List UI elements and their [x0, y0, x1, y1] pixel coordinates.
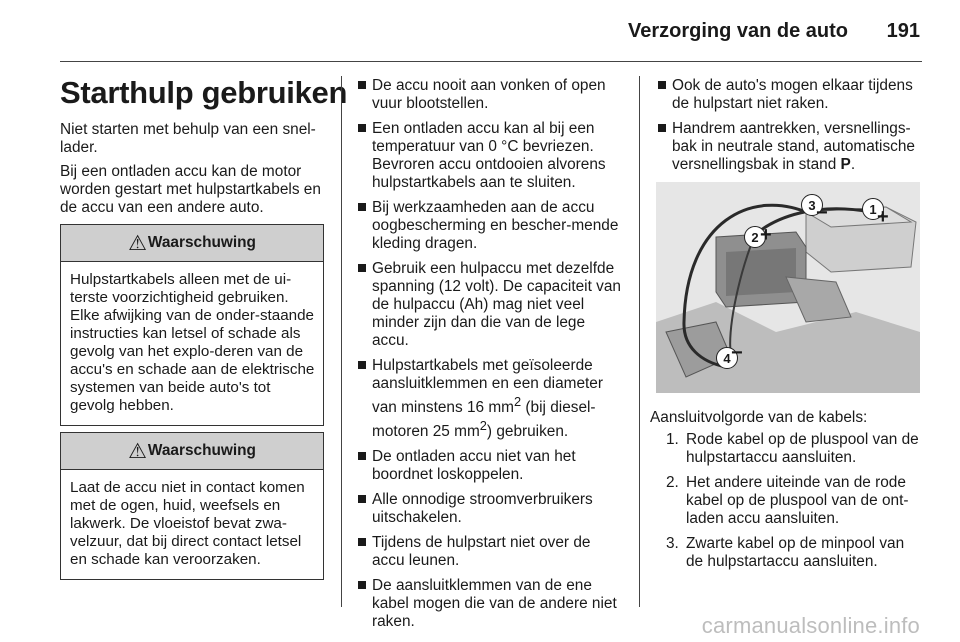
step-number: 2. — [666, 474, 679, 491]
intro-paragraph-2: Bij een ontladen accu kan de motor worden gestart met hulpstartkabels en de accu van een andere auto. — [60, 163, 321, 216]
list-item: Gebruik een hulpaccu met dezelfde spanning (12 volt). De capaciteit van de hulpaccu (Ah) mag niet veel minder zijn dan die van de lege accu. — [357, 260, 625, 350]
vehicle-list — [657, 77, 925, 181]
list-item — [650, 431, 922, 467]
cable-text-b: (bij diesel-motoren 25 mm — [372, 399, 596, 441]
warning-text: Laat de accu niet in contact komen met de ogen, huid, weefsels en lakwerk. De vloeistof bevat zwa-velzuur, dat bij direct contact letsel en schade kan veroorzaken. — [70, 479, 305, 568]
column-divider-1 — [341, 76, 342, 607]
warning-header — [61, 225, 323, 262]
connection-steps — [650, 431, 922, 578]
step-text: Rode kabel op de pluspool van de hulpstartaccu aansluiten. — [686, 431, 919, 466]
list-item — [357, 357, 625, 441]
warning-title: Waarschuwing — [147, 442, 256, 459]
list-item: De ontladen accu niet van het boordnet loskoppelen. — [357, 448, 625, 484]
engine-bay-figure — [656, 182, 920, 393]
warning-header — [61, 433, 323, 470]
step-text: Het andere uiteinde van de rode kabel op de pluspool van de ont-laden accu aansluiten. — [686, 474, 909, 527]
header-title: Verzorging van de auto — [627, 20, 848, 42]
cable-text-c: ) gebruiken. — [486, 423, 569, 441]
step-number: 3. — [666, 535, 679, 552]
column-divider-2 — [639, 76, 640, 607]
step-number: 1. — [666, 431, 679, 448]
minus-sign: − — [816, 202, 828, 224]
list-item: Ook de auto's mogen elkaar tijdens de hulpstart niet raken. — [657, 77, 925, 113]
list-item — [650, 535, 922, 571]
cable-text-a: Hulpstartkabels met geïsoleerde aansluitklemmen en een diameter van minstens 16 mm — [372, 357, 603, 417]
precautions-list — [357, 77, 625, 638]
callout-1: 1 — [862, 198, 884, 220]
warning-title: Waarschuwing — [147, 234, 256, 251]
step-text: Zwarte kabel op de minpool van de hulpstartaccu aansluiten. — [686, 535, 905, 570]
minus-sign: − — [731, 342, 743, 364]
watermark: carmanualsonline.info — [701, 613, 920, 638]
page-number: 191 — [886, 20, 920, 42]
section-title: Starthulp gebruiken — [60, 75, 348, 110]
list-item: Tijdens de hulpstart niet over de accu leunen. — [357, 534, 625, 570]
warning-text: Hulpstartkabels alleen met de ui-terste voorzichtigheid gebruiken. Elke afwijking van de onder-staande instructies kan letsel of schade als gevolg van het explo-deren van de accu's en schade aan de elektrische systemen van beide auto's tot gevolg hebben. — [70, 271, 315, 414]
callout-4: 4 — [716, 347, 738, 369]
callout-2: 2 — [744, 226, 766, 248]
warning-box-1 — [60, 224, 324, 426]
list-item: De accu nooit aan vonken of open vuur blootstellen. — [357, 77, 625, 113]
list-item — [650, 474, 922, 528]
steps-intro: Aansluitvolgorde van de kabels: — [650, 409, 868, 426]
header-rule — [60, 61, 922, 62]
superscript: 2 — [479, 418, 487, 434]
plus-sign: + — [877, 206, 889, 228]
warning-box-2 — [60, 432, 324, 580]
intro-paragraph-1: Niet starten met behulp van een snel-lader. — [60, 121, 316, 156]
warning-icon: ⚠ — [128, 439, 147, 463]
list-item: Een ontladen accu kan al bij een temperatuur van 0 °C bevriezen. Bevroren accu ontdooien alvorens hulpstartkabels aan te sluiten. — [357, 120, 625, 192]
plus-sign: + — [760, 224, 772, 246]
list-item: Handrem aantrekken, versnellings-bak in neutrale stand, automatische versnellingsbak in stand P. — [657, 120, 925, 174]
list-item: Bij werkzaamheden aan de accu oogbescherming en bescher-mende kleding dragen. — [357, 199, 625, 253]
callout-3: 3 — [801, 194, 823, 216]
list-item: Alle onnodige stroomverbruikers uitschakelen. — [357, 491, 625, 527]
warning-icon: ⚠ — [128, 231, 147, 255]
intro-text — [60, 121, 328, 223]
superscript: 2 — [514, 394, 522, 409]
gear-letter: P — [840, 156, 851, 173]
list-item: De aansluitklemmen van de ene kabel mogen die van de andere niet raken. — [357, 577, 625, 631]
